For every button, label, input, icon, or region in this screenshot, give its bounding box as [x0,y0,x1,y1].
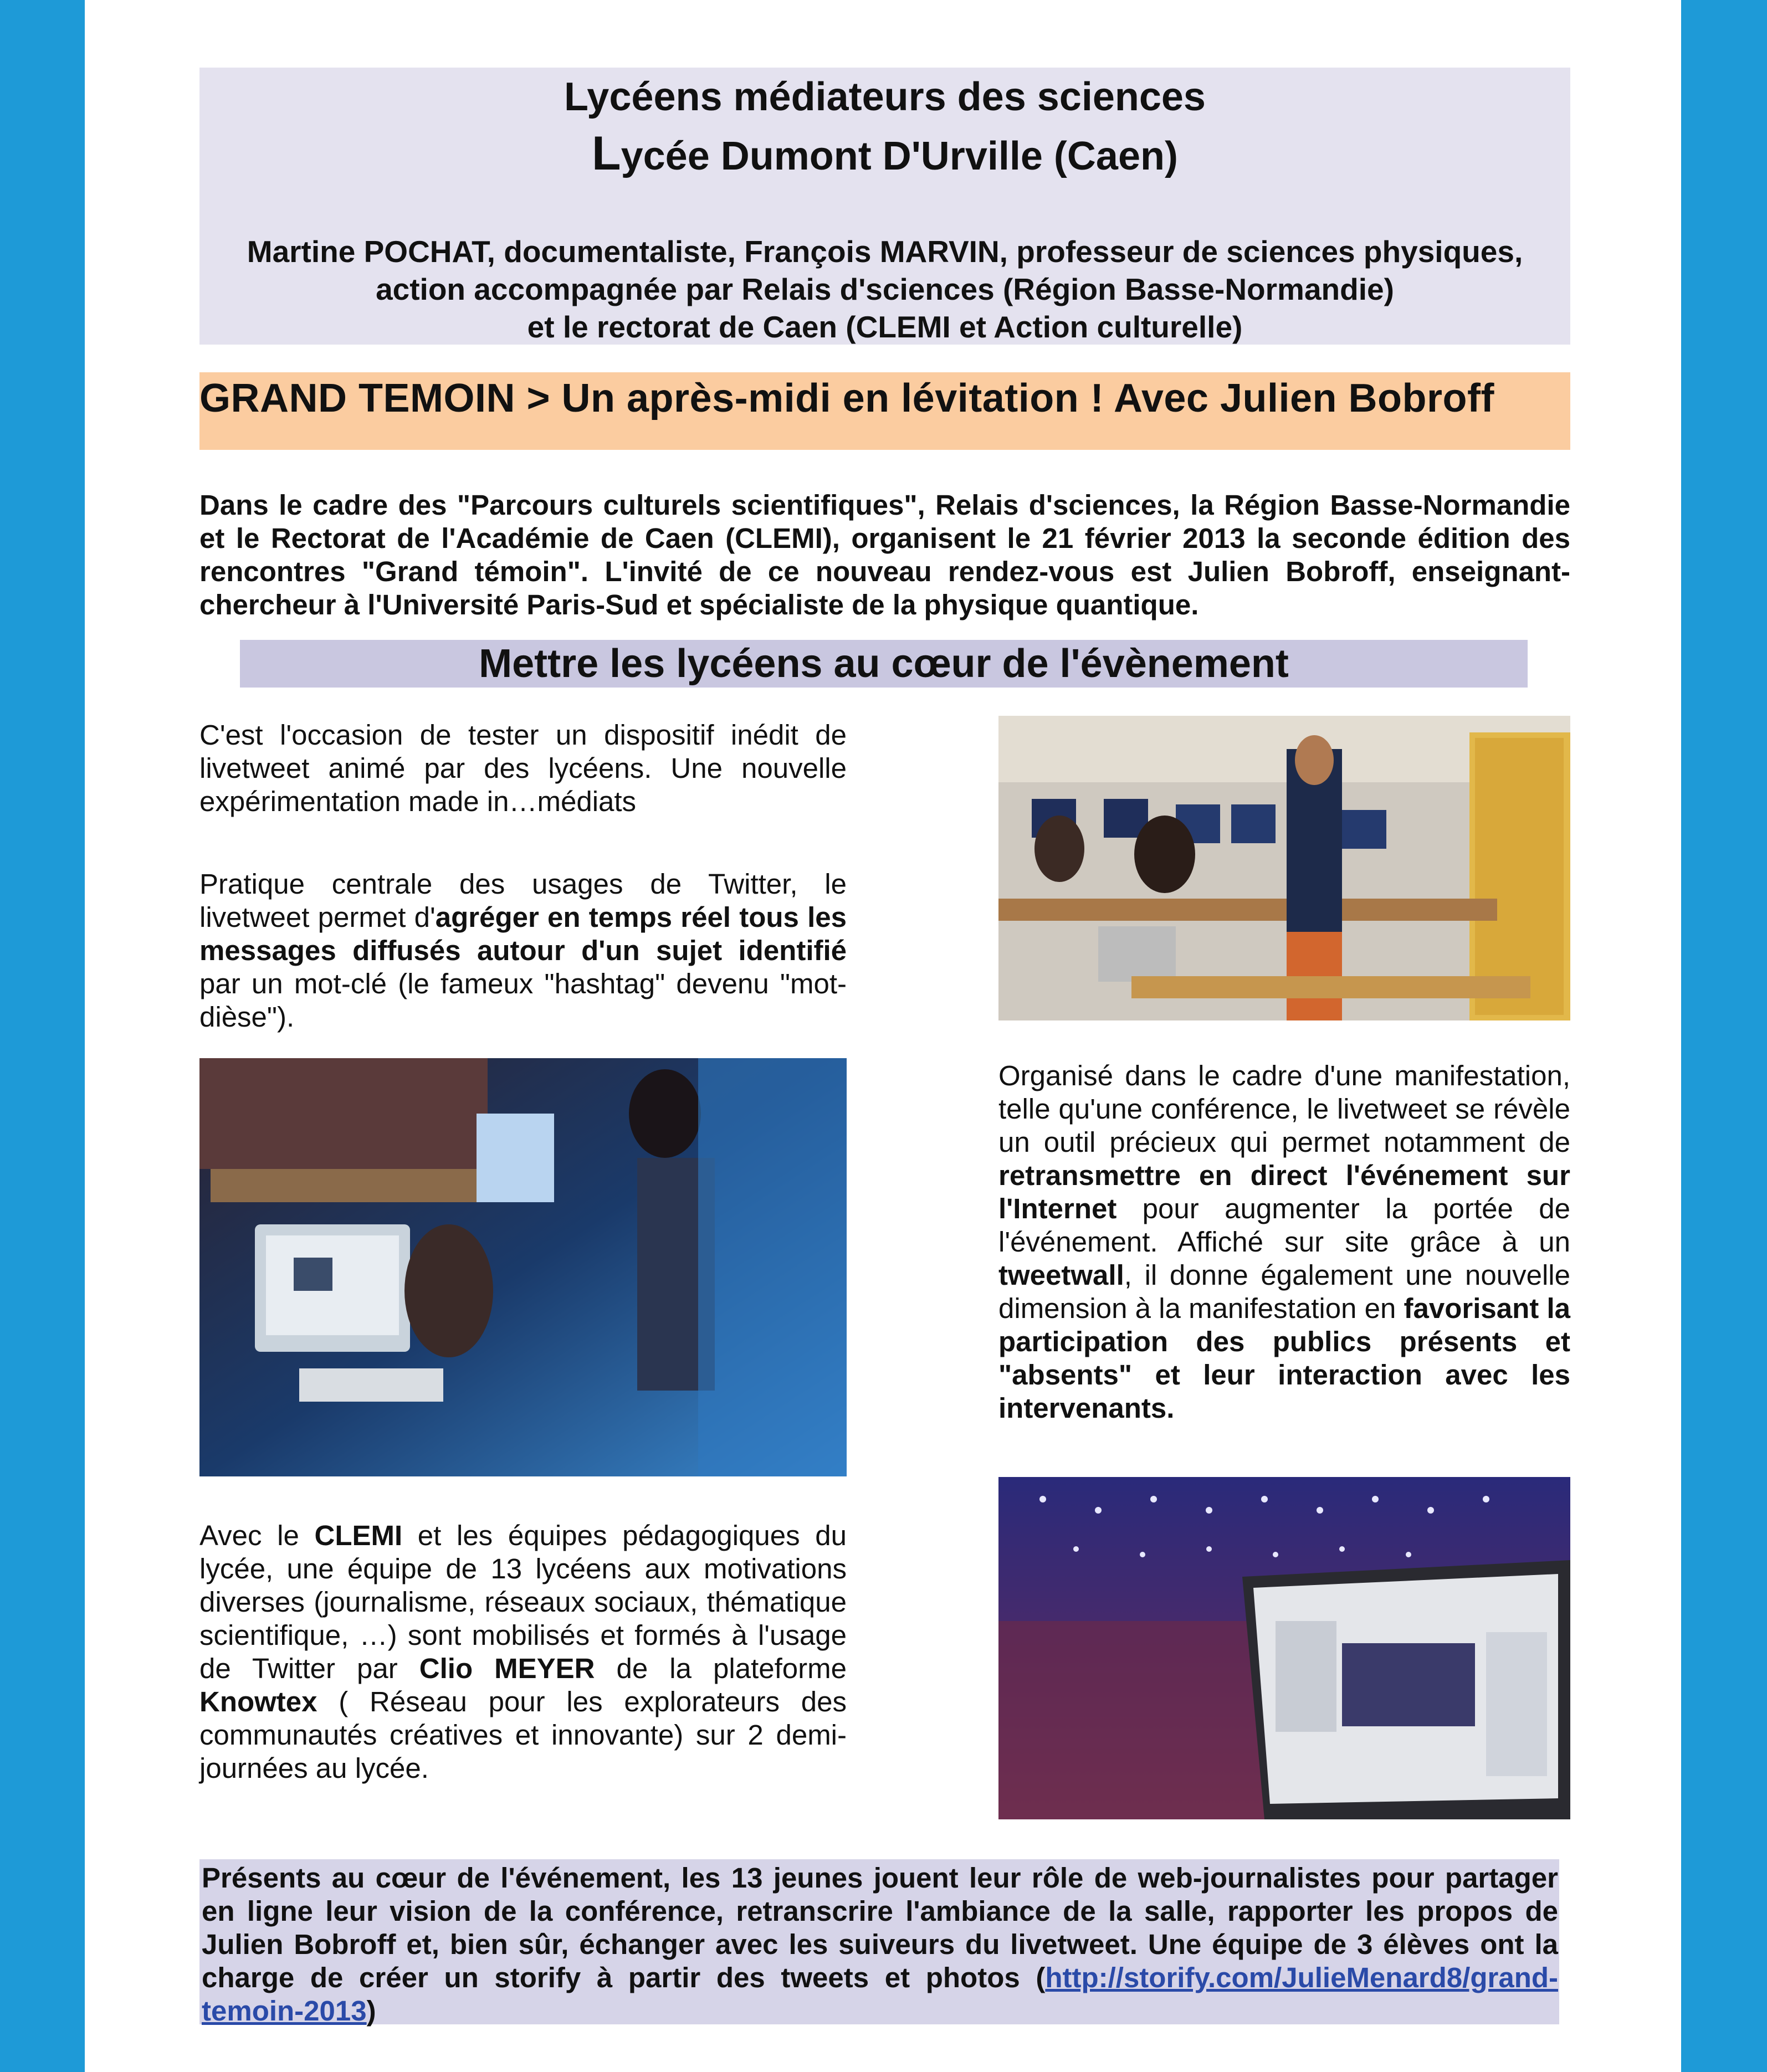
footer-box [199,1859,1559,2027]
storify-link[interactable]: http://storify.com/JulieMenard8/grand-temoin-2013 [202,1962,1558,2027]
bold-run: CLEMI [314,1520,403,1551]
left-paragraph-1: C'est l'occasion de tester un dispositif inédit de livetweet animé par des lycéens. Une nouvelle expérimentation made in…médiats [199,719,847,817]
bold-run: Clio MEYER [419,1653,595,1684]
subtitle-initial: L [592,127,621,180]
subtitle-rest: ycée Dumont D'Urville (Caen) [621,134,1178,178]
text-run: pour augmenter la portée de l'événement. Affiché sur site grâce à un [998,1193,1570,1258]
text-run: ) [366,1995,376,2027]
grand-temoin-banner [199,372,1570,450]
text-run: Présents au cœur de l'événement, les 13 jeunes jouent leur rôle de web-journalistes pour partager en ligne leur vision de la conférence, retranscrire l'ambiance de la salle, rapporter les propos de Julien Bobroff et, bien sûr, échanger avec les suiveurs du livetweet. Une équipe de 3 élèves ont la charge de créer un storify à partir des tweets et photos [202,1862,1558,1993]
text-run: Pratique centrale des usages de Twitter, le livetweet permet d' [199,868,847,933]
right-blue-border [1681,0,1767,2072]
tweetwall-laptop-photo [998,1477,1570,1819]
text-run: , il donne également une nouvelle dimension à la manifestation en [998,1259,1570,1324]
text-run: ( [1036,1962,1046,1993]
section-heading: Mettre les lycéens au cœur de l'évènement [240,640,1528,688]
left-paragraph-3 [199,1519,847,1785]
footer-paragraph [202,1861,1558,2028]
auditorium-laptop-photo [199,1058,847,1476]
page-subtitle [199,126,1570,181]
text-run: Avec le [199,1520,315,1551]
bold-run: tweetwall [998,1259,1124,1291]
text-run: par un mot-clé (le fameux "hashtag" devenu "mot-dièse"). [199,968,847,1033]
page-title: Lycéens médiateurs des sciences [564,75,1206,119]
classroom-photo [998,716,1570,1020]
text-run: de la plateforme [595,1653,847,1684]
right-paragraph-1 [998,1059,1570,1425]
credits-line-3: et le rectorat de Caen (CLEMI et Action culturelle) [527,310,1243,344]
bold-run: Knowtex [199,1686,317,1717]
text-run: ( Réseau pour les explorateurs des communautés créatives et innovante) sur 2 demi-journées au lycée. [199,1686,847,1784]
credits-line-1: Martine POCHAT, documentaliste, François MARVIN, professeur de sciences physiques, [247,234,1523,269]
banner-title: GRAND TEMOIN > Un après-midi en lévitation ! Avec Julien Bobroff [199,376,1494,420]
header-box [199,68,1570,345]
bold-run: favorisant la participation des publics présents et "absents" et leur interaction avec les intervenants. [998,1293,1570,1424]
left-paragraph-2 [199,868,847,1034]
text-run: Organisé dans le cadre d'une manifestation, telle qu'une conférence, le livetweet se révèle un outil précieux qui permet notamment de [998,1060,1570,1158]
intro-paragraph: Dans le cadre des "Parcours culturels scientifiques", Relais d'sciences, la Région Basse-Normandie et le Rectorat de l'Académie de Caen (CLEMI), organisent le 21 février 2013 la seconde édition des rencontres "Grand témoin". L'invité de ce nouveau rendez-vous est Julien Bobroff, enseignant-chercheur à l'Université Paris-Sud et spécialiste de la physique quantique. [199,489,1570,620]
left-blue-border [0,0,85,2072]
credits-line-2: action accompagnée par Relais d'sciences (Région Basse-Normandie) [376,272,1394,306]
bold-run: retransmettre en direct l'événement sur l'Internet [998,1160,1570,1224]
text-run: et les équipes pédagogiques du lycée, une équipe de 13 lycéens aux motivations diverses (journalisme, réseaux sociaux, thématique scientifique, …) sont mobilisés et formés à l'usage de Twitter par [199,1520,847,1684]
bold-run: agréger en temps réel tous les messages diffusés autour d'un sujet identifié [199,901,847,966]
